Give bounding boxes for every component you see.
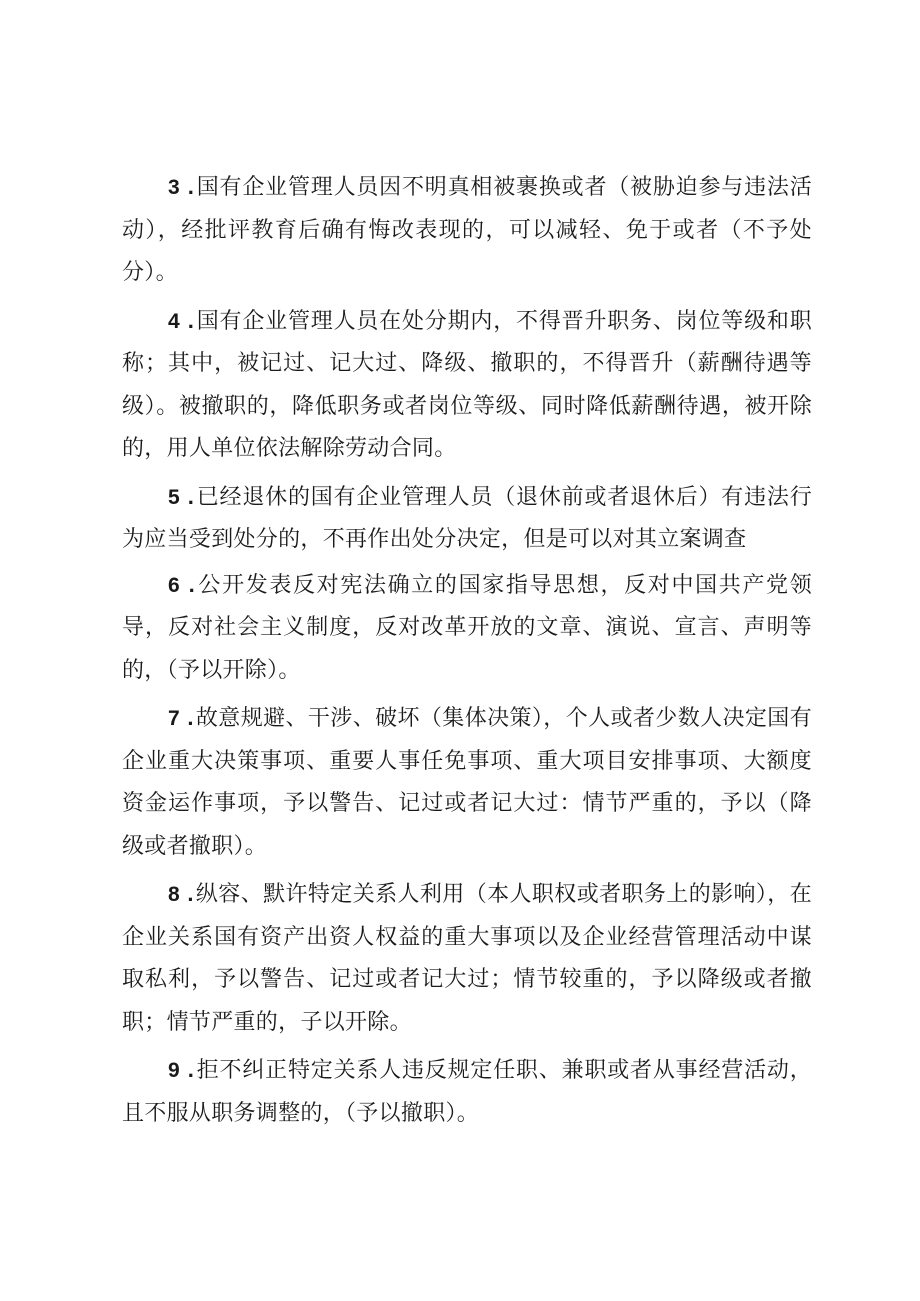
clause-number: 9	[168, 1059, 180, 1082]
clause-text: 纵容、默许特定关系人利用（本人职权或者职务上的影响），在企业关系国有资产出资人权益的重大事项以及企业经营管理活动中谋取私利，予以警告、记过或者记大过；情节较重的，予以降级或者撤职；情节严重的，子以开除。	[122, 882, 813, 1035]
clause-number: 5	[168, 485, 180, 509]
clause-separator: .	[187, 1057, 195, 1082]
clause-text: 国有企业管理人员在处分期内，不得晋升职务、岗位等级和职称；其中，被记过、记大过、降级、撤职的，不得晋升（薪酬待遇等级）。被撤职的，降低职务或者岗位等级、同时降低薪酬待遇，被开除的，用人单位依法解除劳动合同。	[122, 308, 813, 461]
clause-separator: .	[187, 174, 195, 199]
clause-9	[122, 1049, 812, 1135]
clause-3	[122, 166, 812, 295]
clause-5	[122, 476, 812, 562]
clause-text: 故意规避、干涉、破坏（集体决策），个人或者少数人决定国有企业重大决策事项、重要人事任免事项、重大项目安排事项、大额度资金运作事项，予以警告、记过或者记大过：情节严重的，予以（降级或者撤职）。	[122, 706, 813, 859]
document-body	[122, 166, 812, 1135]
clause-4	[122, 300, 812, 471]
clause-number: 3	[168, 176, 180, 199]
clause-separator: .	[187, 705, 194, 730]
clause-text: 公开发表反对宪法确立的国家指导思想，反对中国共产党领导，反对社会主义制度，反对改革开放的文章、演说、宣言、声明等的，（予以开除）。	[122, 572, 812, 683]
clause-separator: .	[187, 483, 195, 509]
clause-number: 8	[168, 883, 180, 906]
clause-7	[122, 697, 812, 868]
clause-8	[122, 873, 812, 1044]
clause-separator: .	[187, 881, 194, 906]
clause-separator: .	[187, 307, 195, 333]
clause-number: 7	[168, 707, 180, 730]
clause-text: 已经退休的国有企业管理人员（退休前或者退休后）有违法行为应当受到处分的，不再作出处分决定，但是可以对其立案调查	[122, 484, 813, 552]
clause-number: 4	[168, 309, 180, 333]
clause-number: 6	[168, 573, 180, 597]
clause-6	[122, 564, 812, 693]
clause-text: 国有企业管理人员因不明真相被裹换或者（被胁迫参与违法活动），经批评教育后确有悔改表现的，可以减轻、免于或者（不予处分）。	[122, 175, 813, 285]
clause-text: 拒不纠正特定关系人违反规定任职、兼职或者从事经营活动，且不服从职务调整的，（予以撤职）。	[122, 1058, 813, 1126]
clause-separator: .	[188, 571, 196, 597]
